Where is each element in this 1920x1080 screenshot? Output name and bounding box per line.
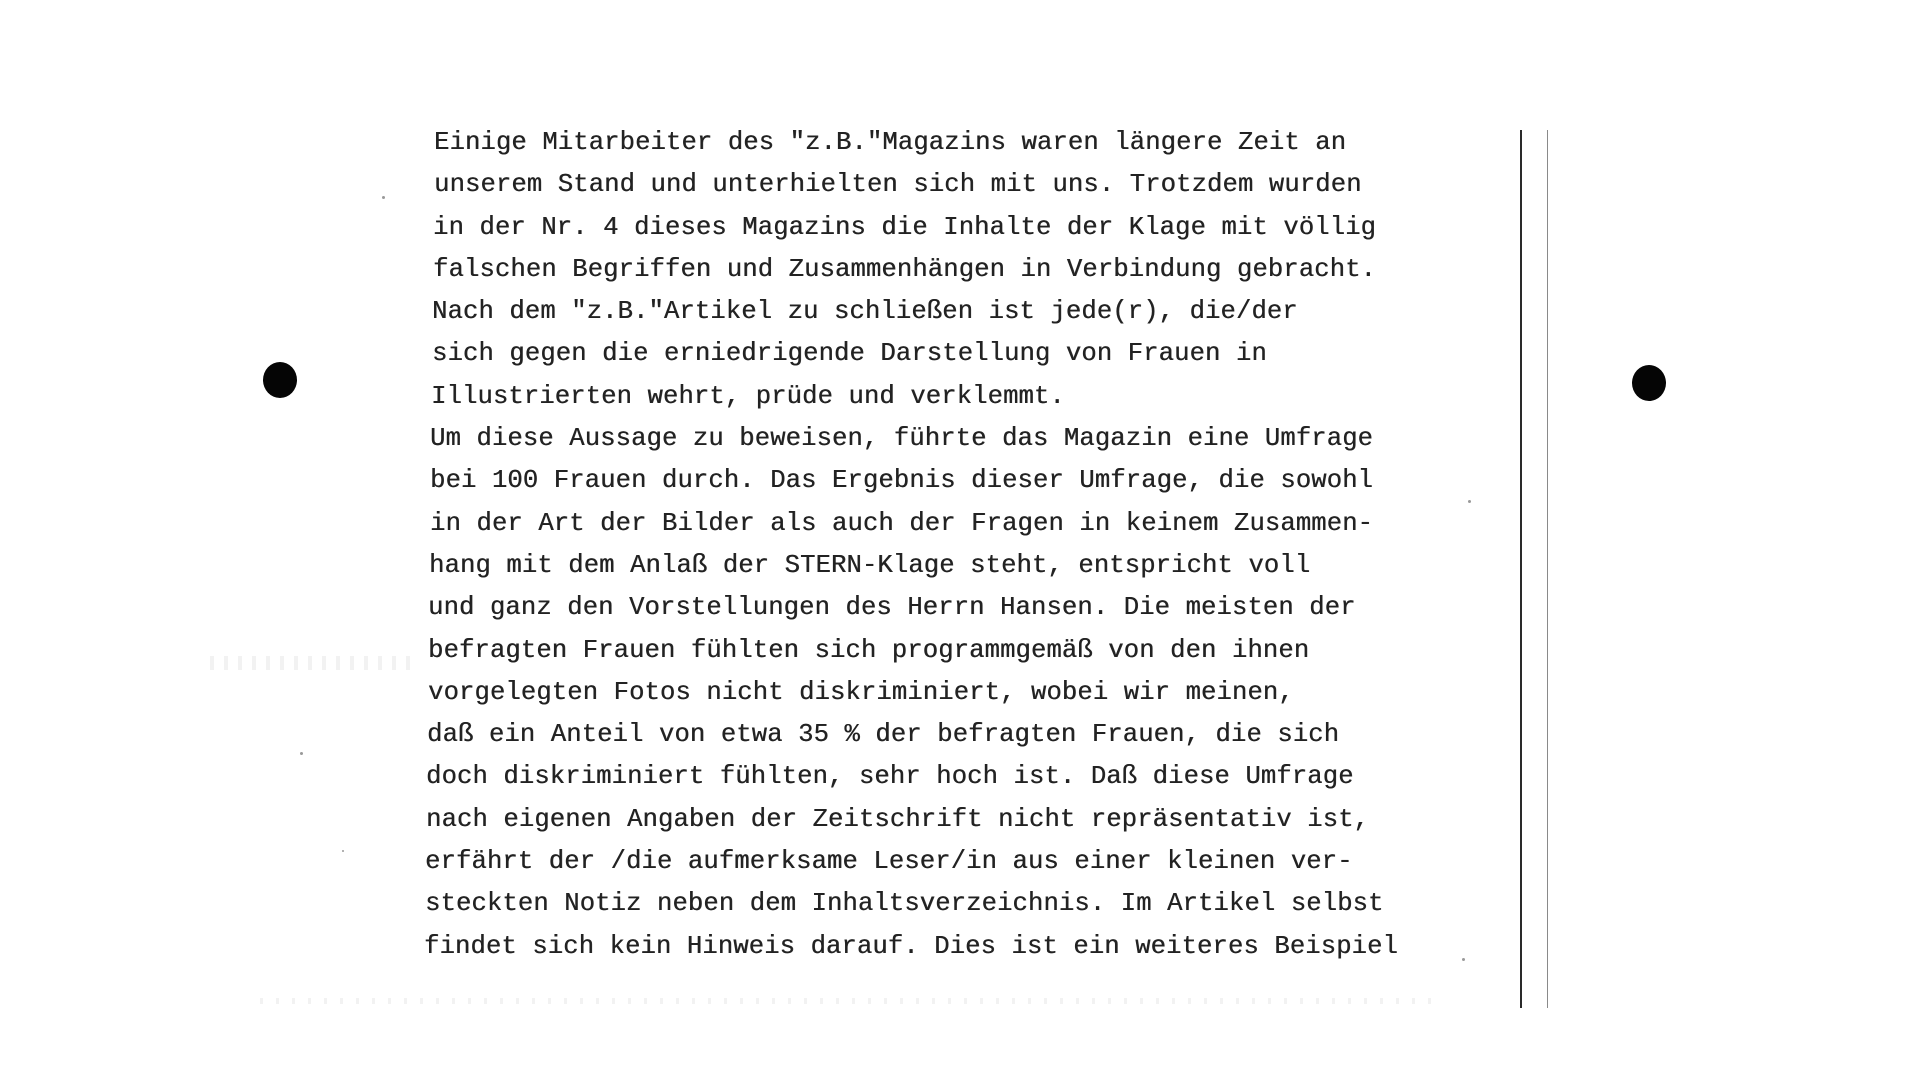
scan-speck [300, 752, 303, 755]
text-line: unserem Stand und unterhielten sich mit uns. Trotzdem wurden [434, 170, 1362, 200]
text-line: hang mit dem Anlaß der STERN-Klage steht, entspricht voll [429, 550, 1311, 580]
scan-speck [342, 850, 344, 852]
text-line: steckten Notiz neben dem Inhaltsverzeichnis. Im Artikel selbst [425, 889, 1384, 919]
scan-speck [1462, 958, 1465, 961]
margin-rule-shadow [1547, 130, 1548, 1008]
scan-noise-mark [260, 998, 1440, 1004]
text-line: Um diese Aussage zu beweisen, führte das Magazin eine Umfrage [430, 424, 1373, 454]
text-line: nach eigenen Angaben der Zeitschrift nicht repräsentativ ist, [426, 804, 1369, 834]
punch-hole-left [263, 362, 297, 398]
text-line: in der Art der Bilder als auch der Fragen in keinem Zusammen- [430, 508, 1373, 538]
text-line: in der Nr. 4 dieses Magazins die Inhalte der Klage mit völlig [433, 212, 1376, 242]
text-line: Einige Mitarbeiter des "z.B."Magazins waren längere Zeit an [434, 128, 1347, 157]
scan-noise-mark [210, 656, 410, 670]
text-line: erfährt der /die aufmerksame Leser/in aus einer kleinen ver- [425, 847, 1353, 877]
text-line: bei 100 Frauen durch. Das Ergebnis dieser Umfrage, die sowohl [430, 466, 1373, 496]
text-line: Illustrierten wehrt, prüde und verklemmt. [431, 381, 1065, 411]
margin-rule [1520, 130, 1522, 1008]
text-line: falschen Begriffen und Zusammenhängen in Verbindung gebracht. [433, 254, 1376, 284]
text-line: befragten Frauen fühlten sich programmgemäß von den ihnen [428, 635, 1310, 665]
punch-hole-right [1632, 365, 1666, 401]
text-line: und ganz den Vorstellungen des Herrn Hansen. Die meisten der [428, 593, 1356, 623]
typewritten-text-block [424, 122, 1444, 968]
text-line: daß ein Anteil von etwa 35 % der befragten Frauen, die sich [427, 720, 1340, 750]
text-line: Nach dem "z.B."Artikel zu schließen ist jede(r), die/der [432, 297, 1298, 327]
text-line: vorgelegten Fotos nicht diskriminiert, wobei wir meinen, [428, 677, 1294, 707]
text-line: sich gegen die erniedrigende Darstellung von Frauen in [432, 339, 1267, 369]
scan-speck [1468, 500, 1471, 503]
text-line: doch diskriminiert fühlten, sehr hoch ist. Daß diese Umfrage [426, 762, 1354, 792]
text-line: findet sich kein Hinweis darauf. Dies ist ein weiteres Beispiel [424, 931, 1398, 961]
scan-speck [382, 196, 385, 199]
